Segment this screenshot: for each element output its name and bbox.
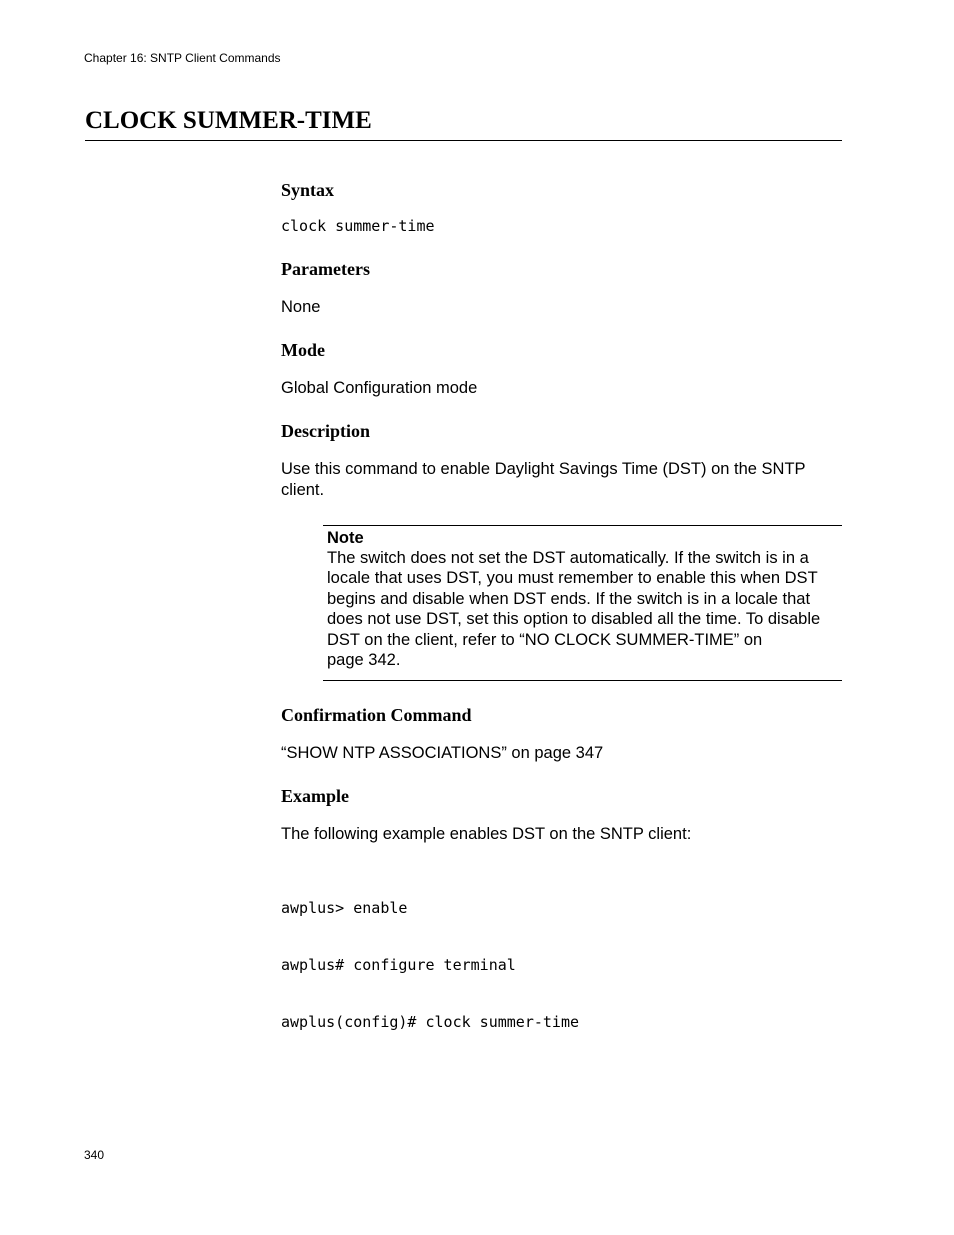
confirmation-link[interactable]: “SHOW NTP ASSOCIATIONS” on page 347: [281, 744, 604, 762]
description-heading: Description: [281, 421, 370, 441]
page-number: 340: [84, 1148, 105, 1162]
note-body: [327, 548, 841, 670]
note-title: Note: [327, 529, 364, 547]
parameters-heading: Parameters: [281, 259, 370, 279]
example-code-line: awplus# configure terminal: [281, 956, 516, 974]
syntax-heading: Syntax: [281, 180, 335, 200]
note-line: locale that uses DST, you must remember to enable this when DST: [327, 569, 818, 588]
page-title: CLOCK SUMMER-TIME: [85, 107, 372, 134]
note-line: DST on the client, refer to “NO CLOCK SUMMER-TIME” on: [327, 630, 763, 649]
syntax-code: clock summer-time: [281, 217, 435, 235]
mode-heading: Mode: [281, 340, 325, 360]
example-code-line: awplus> enable: [281, 899, 408, 917]
example-code-line: awplus(config)# clock summer-time: [281, 1013, 580, 1031]
description-text: Use this command to enable Daylight Savings Time (DST) on the SNTP client.: [281, 460, 806, 499]
title-rule: [85, 140, 842, 141]
note-box: [323, 525, 842, 681]
example-heading: Example: [281, 786, 350, 806]
example-text: The following example enables DST on the SNTP client:: [281, 825, 692, 843]
note-line: begins and disable when DST ends. If the switch is in a locale that: [327, 589, 811, 608]
note-line: The switch does not set the DST automatically. If the switch is in a: [327, 549, 809, 567]
example-code-block: [281, 861, 579, 1051]
running-header: Chapter 16: SNTP Client Commands: [84, 51, 281, 65]
parameters-text: None: [281, 298, 321, 316]
note-line: does not use DST, set this option to disabled all the time. To disable: [327, 610, 821, 629]
mode-text: Global Configuration mode: [281, 379, 478, 397]
confirmation-heading: Confirmation Command: [281, 705, 472, 725]
note-line: page 342.: [327, 651, 401, 670]
